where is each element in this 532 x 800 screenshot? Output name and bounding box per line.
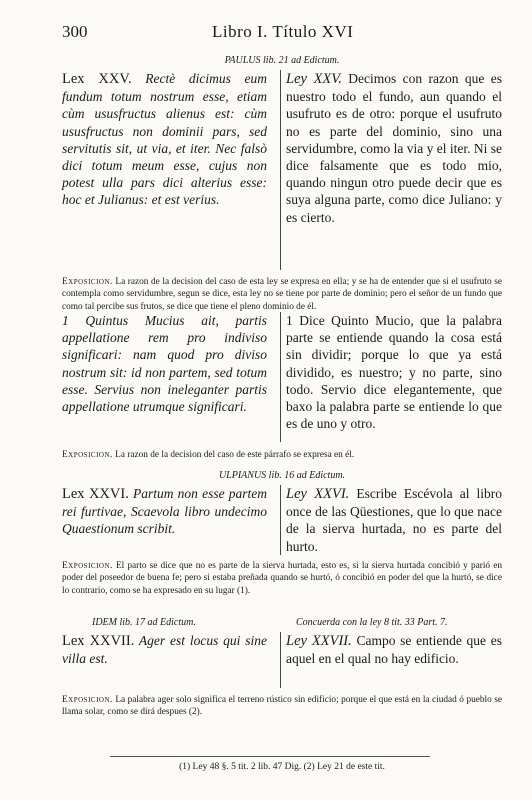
source-citation: ULPIANUS lib. 16 ad Edictum. bbox=[218, 470, 346, 481]
parallel-text-block bbox=[62, 70, 502, 270]
spanish-text: Campo se entiende que es aquel en el qual no hay edificio. bbox=[286, 633, 502, 667]
ley-number: Ley XXVII. bbox=[286, 633, 352, 649]
spanish-text: Decimos con razon que es nuestro todo el fundo, aun quando el usufruto es de otro: porque el usufruto no es parte del dominio, sino una servidumbre, como la via y el iter. Ni se dice falsamente que es todo mio, quando ningun otro puede decir que es suya alguna parte, como dice Juliano: y es cierto. bbox=[286, 71, 503, 225]
column-divider bbox=[280, 70, 281, 270]
latin-column bbox=[62, 70, 267, 209]
page-header bbox=[62, 22, 482, 48]
parallel-text-block bbox=[62, 485, 502, 555]
latin-column bbox=[62, 312, 267, 415]
spanish-column bbox=[286, 312, 502, 432]
exposicion-text: El parto se dice que no es parte de la sierva hurtada, esto es, si la sierva hurtada concibió y parió en poder del poseedor de buena fe; pero si estaba preñada quando se hurtó, ó concibió en poder del que la hurtó, se dice lo contrario, como se ha expresado en su lugar (1). bbox=[62, 561, 502, 596]
exposicion-text: La razon de la decision del caso de este párrafo se expresa en él. bbox=[115, 450, 355, 460]
exposicion-paragraph bbox=[62, 560, 502, 597]
spanish-text: Dice Quinto Mucio, que la palabra parte se entiende quando la cosa está sin dividir; porque lo que ya está dividido, es nuestro; y no parte, sino todo. Servio dice elegantemente, que baxo la palabra parte se entiende lo que es de uno y otro. bbox=[286, 313, 502, 432]
lex-number: Lex XXV. bbox=[62, 71, 132, 87]
lex-number: Lex XXVI. bbox=[62, 486, 129, 502]
column-divider bbox=[280, 312, 281, 442]
source-citation: IDEM lib. 17 ad Edictum. bbox=[92, 617, 196, 628]
exposicion-paragraph bbox=[62, 276, 502, 313]
paragraph-number: 1 bbox=[62, 313, 69, 328]
exposicion-text: La razon de la decision del caso de esta ley se expresa en ella; y se ha de entender que si el usufruto se contempla como servidumbre, segun se dice, esta ley no se tiene por parte de dominio; pero el señor de un fundo que como tal percibe sus frutos, se dice que tiene el pleno dominio de él. bbox=[62, 277, 502, 312]
paragraph-number: 1 bbox=[286, 313, 293, 328]
latin-text: Ager est locus qui sine villa est. bbox=[62, 633, 267, 667]
column-divider bbox=[280, 632, 281, 688]
lex-number: Lex XXVII. bbox=[62, 633, 135, 649]
footnotes: (1) Ley 48 §. 5 tit. 2 lib. 47 Dig. (2) Ley 21 de este tit. bbox=[179, 762, 385, 772]
ley-number: Ley XXV. bbox=[286, 71, 342, 87]
page-number: 300 bbox=[62, 22, 88, 41]
exposicion-label: Exposicion. bbox=[62, 695, 113, 705]
latin-column bbox=[62, 485, 267, 538]
latin-text: Partum non esse partem rei furtivae, Scaevola libro undecimo Quaestionum scribit. bbox=[62, 486, 267, 537]
exposicion-text: La palabra ager solo significa el terreno rústico sin edificio; porque el que está en la ciudad ó pueblo se llama solar, como se dirá despues (2). bbox=[62, 695, 502, 718]
latin-text: Quintus Mucius ait, partis appellatione rem pro indiviso significari: nam quod pro diviso nostrum sit: id non partem, sed totum esse. Servius non ineleganter partis appellatione utrumque significari. bbox=[62, 313, 267, 415]
footnote-rule bbox=[110, 756, 430, 757]
exposicion-paragraph bbox=[62, 449, 502, 461]
spanish-column bbox=[286, 632, 502, 667]
concordance-citation: Concuerda con la ley 8 tit. 33 Part. 7. bbox=[296, 617, 448, 628]
column-divider bbox=[280, 485, 281, 555]
ley-number: Ley XXVI. bbox=[286, 486, 350, 502]
latin-column bbox=[62, 632, 267, 667]
running-title: Libro I. Título XVI bbox=[212, 22, 354, 41]
exposicion-label: Exposicion. bbox=[62, 561, 113, 571]
spanish-text: Escribe Escévola al libro once de las Qüestiones, que lo que nace de la sierva hurtada, no es parte del hurto. bbox=[286, 486, 503, 554]
source-citation: PAULUS lib. 21 ad Edictum. bbox=[224, 55, 340, 66]
latin-text: Rectè dicimus eum fundum totum nostrum esse, etiam cùm ususfructus alienus est: cùm ususfructus non dominii pars, sed servitutis sit, ut via, et iter. Nec falsò dici totum meum esse, cujus non potest ulla pars dici alterius esse: hoc et Julianus: et est verius. bbox=[62, 71, 267, 208]
spanish-column bbox=[286, 70, 502, 226]
spanish-column bbox=[286, 485, 502, 555]
exposicion-label: Exposicion. bbox=[62, 450, 113, 460]
exposicion-label: Exposicion. bbox=[62, 277, 113, 287]
parallel-text-block bbox=[62, 312, 502, 442]
parallel-text-block bbox=[62, 632, 502, 688]
exposicion-paragraph bbox=[62, 694, 502, 719]
